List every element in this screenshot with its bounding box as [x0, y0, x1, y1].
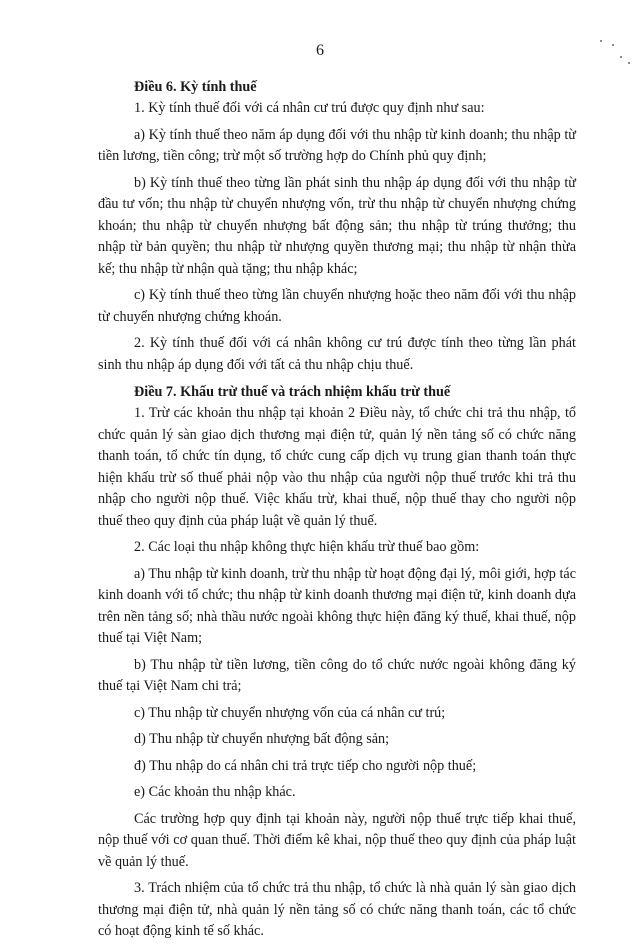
article-7-clause-2dd: đ) Thu nhập do cá nhân chi trả trực tiếp cho người nộp thuế; — [134, 757, 477, 774]
page-number: 6 — [316, 42, 324, 59]
article-7-heading: Điều 7. Khấu trừ thuế và trách nhiệm khấu trừ thuế — [134, 384, 451, 400]
article-7-clause-2b: b) Thu nhập từ tiền lương, tiền công do tổ chức nước ngoài không đăng ký thuế tại Việt Nam chi trả; — [98, 656, 576, 694]
article-7-clause-2e: e) Các khoản thu nhập khác. — [134, 784, 296, 800]
article-7-clause-2c: c) Thu nhập từ chuyển nhượng vốn của cá nhân cư trú; — [134, 704, 446, 721]
article-7-clause-3: 3. Trách nhiệm của tổ chức trả thu nhập, tổ chức là nhà quản lý sàn giao dịch thương mại điện tử, nhà quản lý nền tảng số có chức năng thanh toán, các tổ chức có hoạt động kinh tế số khác. — [98, 880, 576, 939]
article-6-clause-1a: a) Kỳ tính thuế theo năm áp dụng đối với thu nhập từ kinh doanh; thu nhập từ tiền lương, tiền công; trừ một số trường hợp do Chính phủ quy định; — [98, 126, 576, 164]
article-6-clause-1c: c) Kỳ tính thuế theo từng lần chuyển nhượng hoặc theo năm đối với thu nhập từ chuyển nhượng chứng khoán. — [98, 287, 576, 325]
article-6-heading: Điều 6. Kỳ tính thuế — [134, 79, 257, 95]
article-7-clause-2a: a) Thu nhập từ kinh doanh, trừ thu nhập từ hoạt động đại lý, môi giới, hợp tác kinh doanh với tổ chức; thu nhập từ kinh doanh thương mại điện tử, kinh doanh dựa trên nền tảng số; nhà thầu nước ngoài không thực hiện đăng ký thuế, khai thuế, nộp thuế tại Việt Nam; — [98, 565, 576, 646]
document-body — [98, 76, 576, 948]
article-7-clause-2d: d) Thu nhập từ chuyển nhượng bất động sản; — [134, 731, 390, 747]
article-6-clause-2: 2. Kỳ tính thuế đối với cá nhân không cư trú được tính theo từng lần phát sinh thu nhập áp dụng đối với tất cả thu nhập chịu thuế. — [98, 335, 576, 373]
article-6-clause-1b: b) Kỳ tính thuế theo từng lần phát sinh thu nhập áp dụng đối với thu nhập từ đầu tư vốn; thu nhập từ chuyển nhượng vốn, trừ thu nhập từ chuyển nhượng chứng khoán; thu nhập từ chuyển nhượng bất động sản; thu nhập từ trúng thưởng; thu nhập từ bản quyền; thu nhập từ nhượng quyền thương mại; thu nhập từ nhận thừa kế; thu nhập từ nhận quà tặng; thu nhập khác; — [98, 174, 576, 277]
article-6-clause-1: 1. Kỳ tính thuế đối với cá nhân cư trú được quy định như sau: — [134, 100, 485, 116]
article-7-clause-1: 1. Trừ các khoản thu nhập tại khoản 2 Điều này, tổ chức chi trả thu nhập, tổ chức quản lý sàn giao dịch thương mại điện tử, quản lý nền tảng số có chức năng thanh toán, tổ chức tín dụng, tổ chức cung cấp dịch vụ trung gian thanh toán thực hiện khấu trừ số thuế phải nộp vào thu nhập của người nộp thuế trước khi trả thu nhập cho người nộp thuế. Việc khấu trừ, khai thuế, nộp thuế thay cho người nộp thuế theo quy định của pháp luật về quản lý thuế. — [98, 405, 576, 529]
article-7-clause-2: 2. Các loại thu nhập không thực hiện khấu trừ thuế bao gồm: — [134, 539, 480, 555]
article-7-clause-2-note: Các trường hợp quy định tại khoản này, người nộp thuế trực tiếp khai thuế, nộp thuế với cơ quan thuế. Thời điểm kê khai, nộp thuế theo quy định của pháp luật về quản lý thuế. — [98, 810, 576, 870]
scan-specks — [598, 38, 634, 78]
